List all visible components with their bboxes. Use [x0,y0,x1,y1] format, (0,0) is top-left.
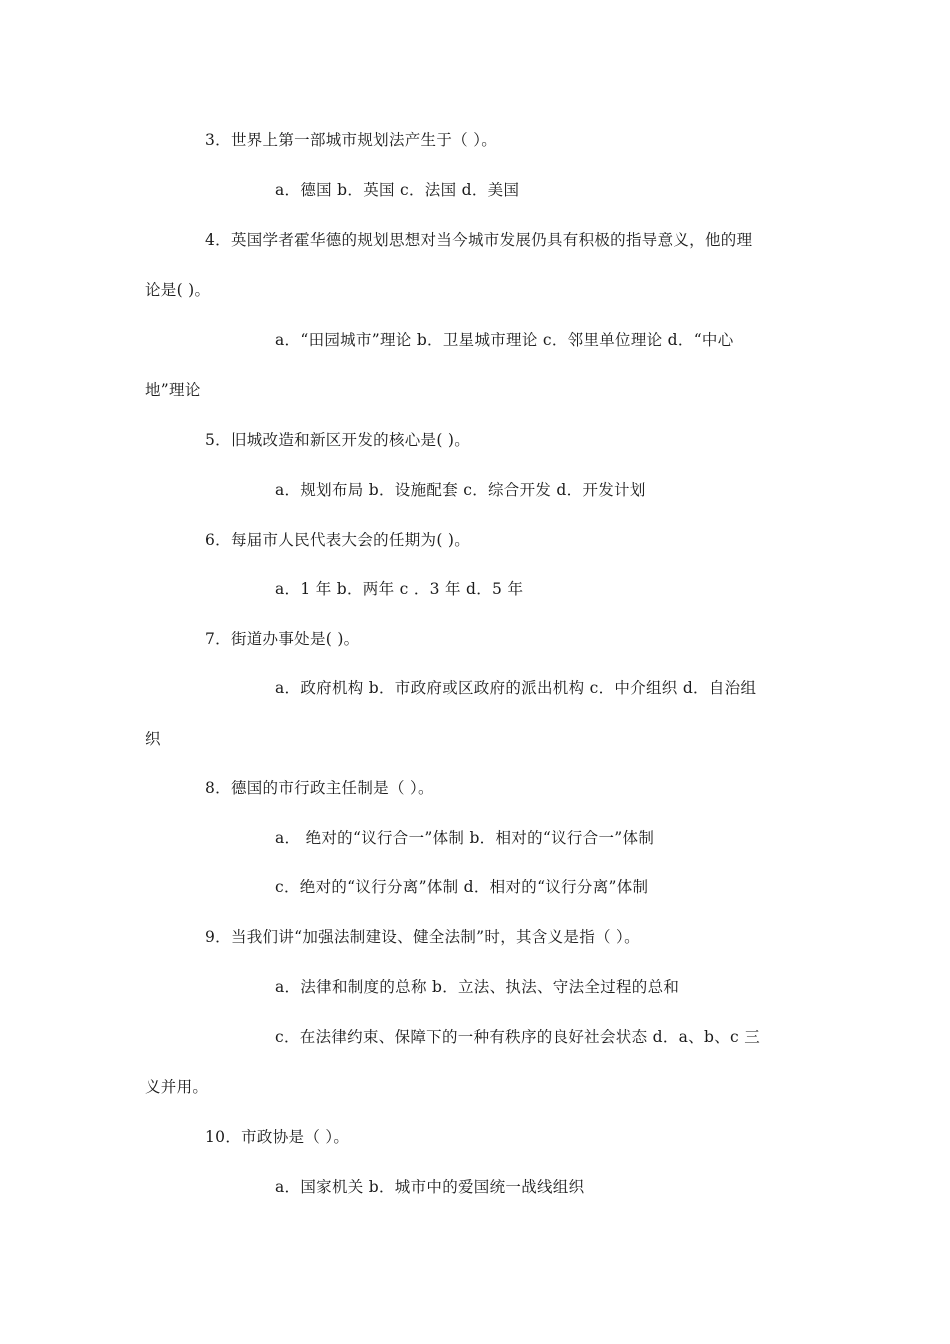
question-10-stem: 10．市政协是（ ）。 [205,1128,350,1146]
question-10-options: a．国家机关 b．城市中的爱国统一战线组织 [275,1178,585,1196]
question-3-stem: 3．世界上第一部城市规划法产生于（ ）。 [205,131,498,149]
question-7-stem: 7．街道办事处是( )。 [205,630,360,648]
question-7-options: a．政府机构 b．市政府或区政府的派出机构 c．中介组织 d．自治组 [275,679,757,697]
question-6-stem: 6．每届市人民代表大会的任期为( )。 [205,531,471,549]
question-3-options: a．德国 b．英国 c．法国 d．美国 [275,181,520,199]
question-9-stem: 9．当我们讲“加强法制建设、健全法制”时，其含义是指（ ）。 [205,928,640,946]
question-9-option-line-2: c．在法律约束、保障下的一种有秩序的良好社会状态 d．a、b、c 三 [275,1028,761,1046]
question-8-stem: 8．德国的市行政主任制是（ ）。 [205,779,434,797]
question-8-option-line-1: a． 绝对的“议行合一”体制 b．相对的“议行合一”体制 [275,829,655,847]
question-8-option-line-2: c．绝对的“议行分离”体制 d．相对的“议行分离”体制 [275,878,649,896]
question-5-stem: 5．旧城改造和新区开发的核心是( )。 [205,431,471,449]
question-7-options-continued: 织 [145,730,161,748]
question-5-options: a．规划布局 b．设施配套 c．综合开发 d．开发计划 [275,481,646,499]
question-4-options: a．“田园城市”理论 b．卫星城市理论 c．邻里单位理论 d．“中心 [275,331,734,349]
question-4-stem: 4．英国学者霍华德的规划思想对当今城市发展仍具有积极的指导意义，他的理 [205,231,753,249]
question-4-stem-continued: 论是( )。 [145,281,211,299]
question-9-options-continued: 义并用。 [145,1078,209,1096]
question-9-option-line-1: a．法律和制度的总称 b．立法、执法、守法全过程的总和 [275,978,680,996]
question-6-options: a．1 年 b．两年 c ．3 年 d．5 年 [275,580,524,598]
question-4-options-continued: 地”理论 [145,381,201,399]
